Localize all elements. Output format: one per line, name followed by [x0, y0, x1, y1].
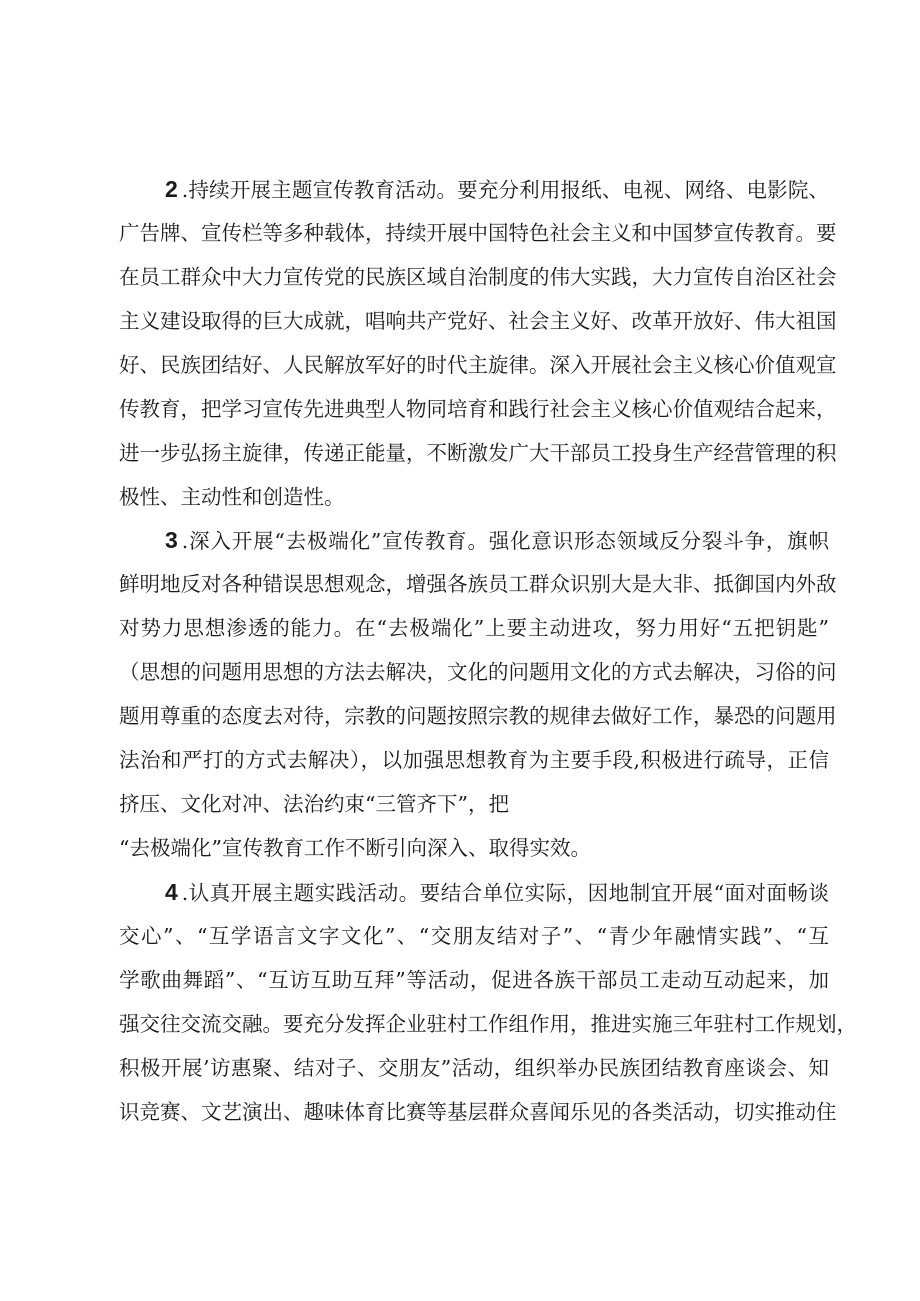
paragraph-4-line-4: 强交往交流交融。要充分发挥企业驻村工作组作用，推进实施三年驻村工作规划， [119, 1012, 857, 1036]
paragraph-2-line-6: 传教育，把学习宣传先进典型人物同培育和践行社会主义核心价值观结合起来， [119, 397, 837, 421]
paragraph-4-line-5: 积极开展’访惠聚、结对子、交朋友”活动，组织举办民族团结教育座谈会、知 [119, 1056, 829, 1080]
paragraph-2-line-7: 进一步弘扬主旋律，传递正能量，不断激发广大干部员工投身生产经营管理的积 [119, 441, 837, 465]
paragraph-2-line-3: 在员工群众中大力宣传党的民族区域自治制度的伟大实践，大力宣传自治区社会 [119, 265, 837, 289]
paragraph-3-line-8: “去极端化”宣传教育工作不断引向深入、取得实效。 [119, 836, 591, 860]
paragraph-2-line-8: 极性、主动性和创造性。 [119, 485, 345, 509]
paragraph-2-line-5: 好、民族团结好、人民解放军好的时代主旋律。深入开展社会主义核心价值观宣 [119, 353, 837, 377]
paragraph-number: 4 [165, 879, 178, 905]
paragraph-3-line-3: 对势力思想渗透的能力。在“去极端化”上要主动进攻，努力用好“五把钥匙” [119, 616, 829, 640]
paragraph-3-line-4: （思想的问题用思想的方法去解决，文化的问题用文化的方式去解决，习俗的问 [119, 660, 837, 684]
paragraph-3-line-5: 题用尊重的态度去对待，宗教的问题按照宗教的规律去做好工作，暴恐的问题用 [119, 704, 837, 728]
paragraph-3-line-1: 3 .深入开展“去极端化”宣传教育。强化意识形态领域反分裂斗争，旗帜 [165, 527, 829, 553]
paragraph-number: 2 [165, 176, 178, 202]
paragraph-2-line-4: 主义建设取得的巨大成就，唱响共产党好、社会主义好、改革开放好、伟大祖国 [119, 309, 837, 333]
paragraph-3-line-2: 鲜明地反对各种错误思想观念，增强各族员工群众识别大是大非、抵御国内外敌 [119, 572, 837, 596]
paragraph-number: 3 [165, 527, 178, 553]
paragraph-4-line-3: 学歌曲舞蹈”、“互访互助互拜”等活动，促进各族干部员工走动互动起来，加 [119, 968, 829, 992]
paragraph-2-line-2: 广告牌、宣传栏等多种载体，持续开展中国特色社会主义和中国梦宣传教育。要 [119, 221, 837, 245]
paragraph-4-line-6: 识竞赛、文艺演出、趣味体育比赛等基层群众喜闻乐见的各类活动，切实推动住 [119, 1100, 837, 1124]
paragraph-4-line-2: 交心”、“互学语言文字文化”、“交朋友结对子”、“青少年融情实践”、“互 [119, 924, 829, 948]
paragraph-2-line-1: 2 .持续开展主题宣传教育活动。要充分利用报纸、电视、网络、电影院、 [165, 176, 829, 202]
paragraph-4-line-1: 4 .认真开展主题实践活动。要结合单位实际，因地制宜开展“面对面畅谈 [165, 879, 829, 905]
paragraph-3-line-7: 挤压、文化对冲、法治约束“三管齐下”，把 [119, 792, 509, 816]
paragraph-3-line-6: 法治和严打的方式去解决），以加强思想教育为主要手段,积极进行疏导，正信 [119, 748, 829, 772]
